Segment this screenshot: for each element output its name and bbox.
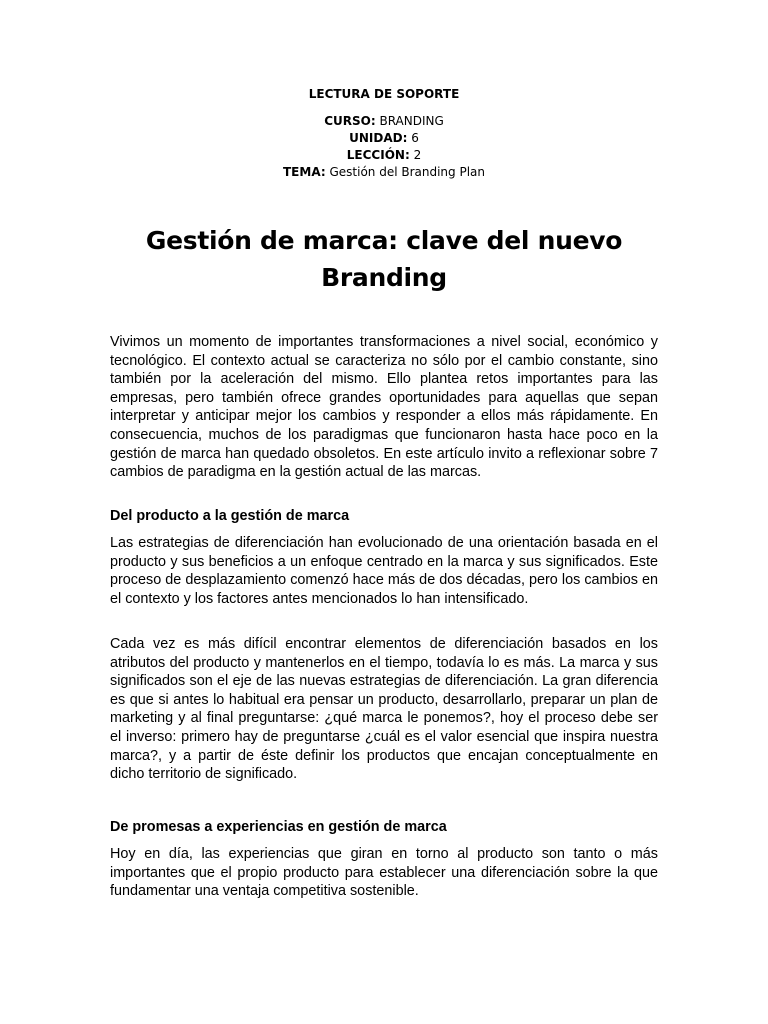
- unit-value: 6: [411, 131, 419, 145]
- section-heading-promises-to-experiences: De promesas a experiencias en gestión de marca: [110, 819, 447, 835]
- lesson-line: [0, 147, 768, 164]
- paragraph-experiences: Hoy en día, las experiencias que giran en torno al producto son tanto o más importantes que el propio producto para establecer una diferenciación sobre la que fundamentar una ventaja competitiva sostenible.: [110, 846, 658, 900]
- section-1-body: [110, 534, 658, 608]
- course-line: [0, 113, 768, 130]
- paragraph-brand-meanings: Cada vez es más difícil encontrar elementos de diferenciación basados en los atributos del producto y mantenerlos en el tiempo, todavía lo es más. La marca y sus significados son el eje de las nuevas estrategias de diferenciación. La gran diferencia es que si antes lo habitual era pensar un producto, desarrollarlo, preparar un plan de marketing y al final preguntarse: ¿qué marca le ponemos?, hoy el proceso debe ser el inverso: primero hay de preguntarse ¿cuál es el valor esencial que inspira nuestra marca?, y a partir de éste definir los productos que encajan conceptualmente en dicho territorio de significado.: [110, 636, 658, 783]
- support-reading-label: LECTURA DE SOPORTE: [308, 87, 460, 101]
- unit-line: [0, 130, 768, 147]
- section-2-body: [110, 845, 658, 901]
- unit-label: UNIDAD:: [349, 131, 408, 145]
- section-heading-product-to-brand: Del producto a la gestión de marca: [110, 508, 350, 524]
- lesson-value: 2: [413, 148, 422, 162]
- intro-paragraph: Vivimos un momento de importantes transformaciones a nivel social, económico y tecnológico. El contexto actual se caracteriza no sólo por el cambio constante, sino también por la aceleración del mismo. Ello plantea retos importantes para las empresas, pero también ofrece grandes oportunidades para aquellas que sepan interpretar y anticipar mejor los cambios y responder a ellos más rápidamente. En consecuencia, muchos de los paradigmas que funcionaron hasta hace poco en la gestión de marca han quedado obsoletos. En este artículo invito a reflexionar sobre 7 cambios de paradigma en la gestión actual de las marcas.: [110, 334, 658, 481]
- article-body: [110, 333, 658, 482]
- course-label: CURSO:: [324, 114, 376, 128]
- course-value: BRANDING: [379, 114, 444, 128]
- document-title: Gestión de marca: clave del nuevo Branding: [145, 226, 623, 292]
- section-2: [110, 818, 658, 837]
- topic-label: TEMA:: [283, 165, 326, 179]
- section-1-body-2: [110, 635, 658, 784]
- topic-value: Gestión del Branding Plan: [329, 165, 485, 179]
- topic-line: [0, 164, 768, 181]
- course-metadata: [0, 113, 768, 181]
- section-1: [110, 507, 658, 526]
- paragraph-differentiation-strategies: Las estrategias de diferenciación han evolucionado de una orientación basada en el producto y sus beneficios a un enfoque centrado en la marca y sus significados. Este proceso de desplazamiento comenzó hace más de dos décadas, pero los cambios en el contexto y los factores antes mencionados lo han intensificado.: [110, 535, 658, 607]
- lesson-label: LECCIÓN:: [346, 148, 410, 162]
